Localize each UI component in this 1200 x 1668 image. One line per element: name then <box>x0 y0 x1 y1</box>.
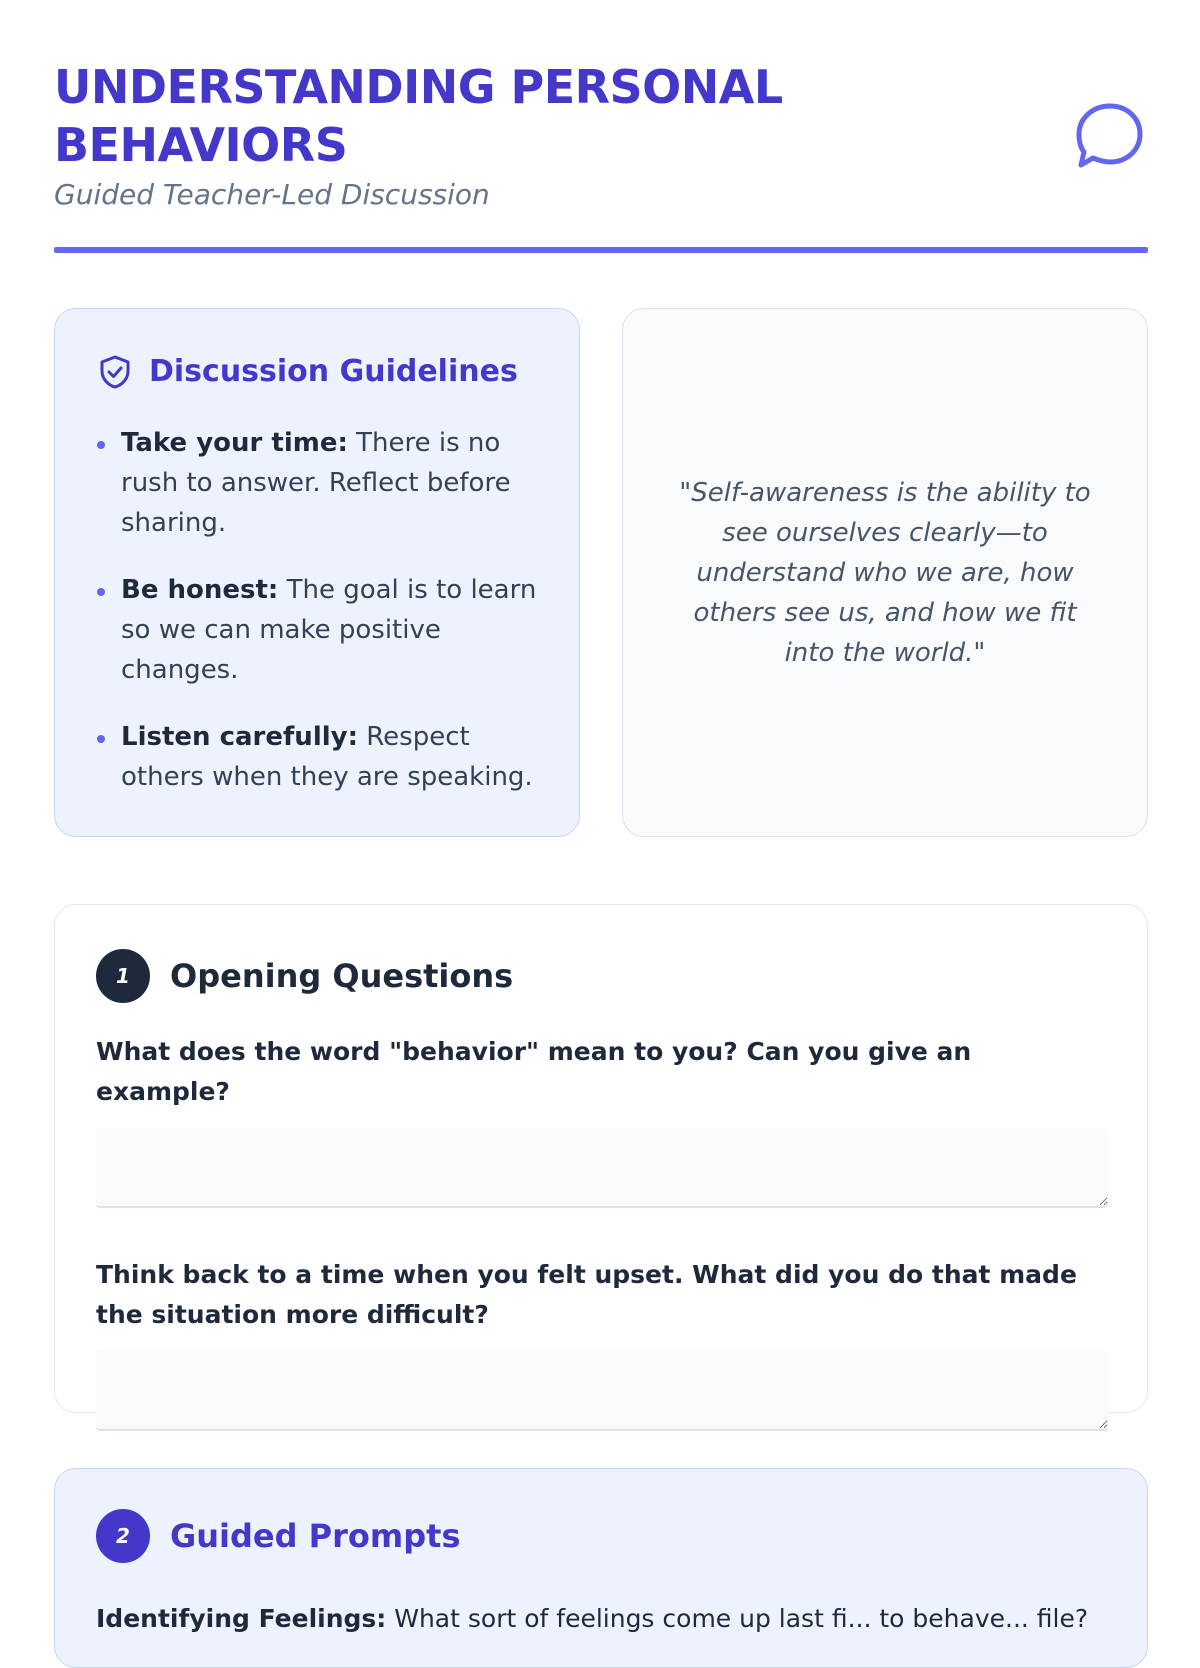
guidelines-list <box>97 423 539 797</box>
header-divider <box>54 247 1148 253</box>
section-title: Opening Questions <box>170 957 514 995</box>
guidelines-title: Discussion Guidelines <box>149 354 518 389</box>
discussion-guidelines-card <box>54 308 580 837</box>
guideline-label: Be honest: <box>121 575 279 605</box>
self-awareness-quote: "Self-awareness is the ability to see ourselves clearly—to understand who we are, how others see us, and how we fit into the world." <box>679 477 1091 668</box>
guided-prompt-text: What sort of feelings come up last fi... to behave... file? <box>386 1604 1089 1633</box>
quote-card <box>622 308 1148 837</box>
page-title: UNDERSTANDING PERSONAL BEHAVIORS <box>54 60 783 172</box>
guideline-text: The goal is to learn so we can make positive changes. <box>121 575 537 685</box>
guideline-item <box>97 423 539 543</box>
guidelines-header <box>97 353 539 391</box>
question-prompt: Think back to a time when you felt upset. What did you do that made the situation more difficult? <box>96 1260 1077 1329</box>
page-header <box>54 58 1148 212</box>
section-number-badge: 1 <box>96 949 150 1003</box>
section-title: Guided Prompts <box>170 1517 461 1555</box>
shield-check-icon <box>97 354 133 390</box>
guideline-item <box>97 717 539 797</box>
page-subtitle: Guided Teacher-Led Discussion <box>54 178 490 211</box>
section-header <box>96 1509 1106 1563</box>
answer-field[interactable] <box>96 1128 1108 1208</box>
guideline-label: Take your time: <box>121 428 348 458</box>
guideline-text: There is no rush to answer. Reflect before sharing. <box>121 428 511 538</box>
question-prompt: What does the word "behavior" mean to you? Can you give an example? <box>96 1037 972 1106</box>
guideline-text: Respect others when they are speaking. <box>121 722 533 792</box>
guided-prompt-label: Identifying Feelings: <box>96 1604 387 1633</box>
guideline-label: Listen carefully: <box>121 722 358 752</box>
section-header <box>96 949 1106 1003</box>
guided-prompt <box>96 1599 1106 1639</box>
guided-prompts-section <box>54 1468 1148 1668</box>
opening-questions-section <box>54 904 1148 1413</box>
guideline-item <box>97 570 539 690</box>
answer-field[interactable] <box>96 1351 1108 1431</box>
speech-bubble-icon <box>1072 98 1148 174</box>
section-number-badge: 2 <box>96 1509 150 1563</box>
